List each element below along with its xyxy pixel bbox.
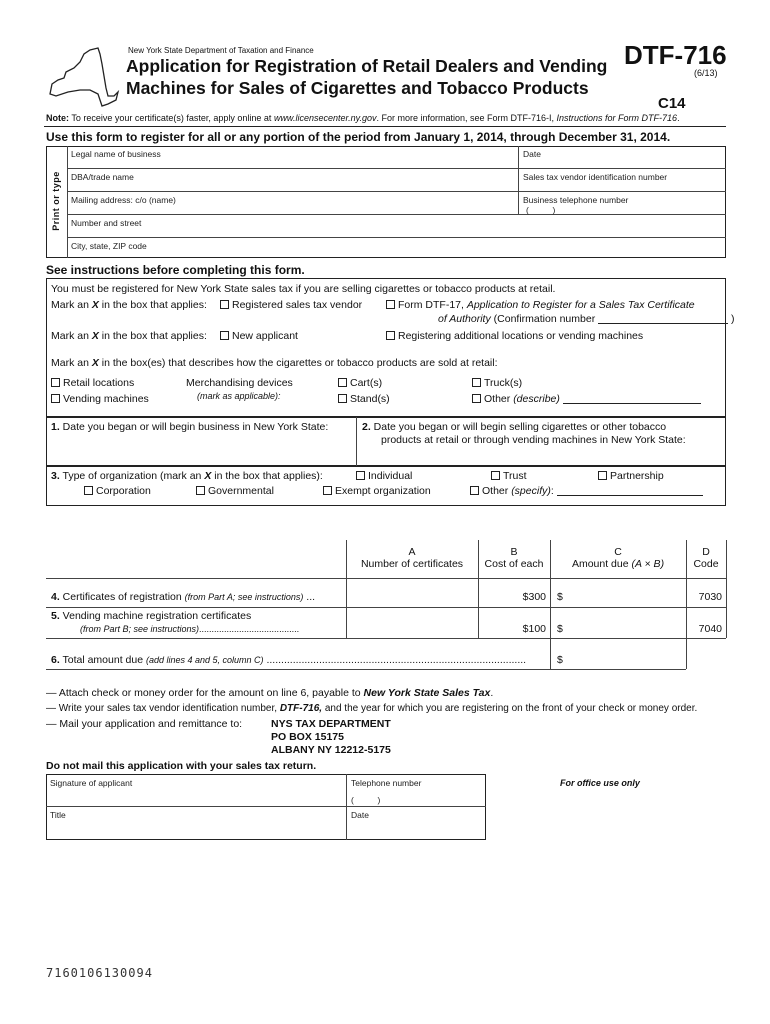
form-id: DTF-716 — [624, 40, 727, 70]
governmental-checkbox[interactable] — [196, 486, 205, 495]
q3-text: 3. Type of organization (mark an X in the box that applies): — [51, 470, 323, 482]
instructions-heading: See instructions before completing this form. — [46, 263, 305, 277]
legal-name-field[interactable]: Legal name of business — [71, 149, 161, 159]
confirmation-row: of Authority (Confirmation number ) — [438, 313, 735, 325]
address-line3: ALBANY NY 12212-5175 — [271, 744, 391, 756]
note-line: Note: To receive your certificate(s) faster, apply online at www.licensecenter.ny.gov. For more information, see Form DTF-716-I, Instructions for Form DTF-716. — [46, 113, 680, 123]
row5-count-input[interactable] — [347, 608, 477, 637]
must-register-text: You must be registered for New York State sales tax if you are selling cigarettes or tobacco products at retail. — [51, 283, 556, 295]
do-not-mail-text: Do not mail this application with your sales tax return. — [46, 760, 317, 772]
individual-option[interactable]: Individual — [356, 470, 412, 482]
trust-checkbox[interactable] — [491, 471, 500, 480]
vending-machines-option[interactable]: Vending machines — [51, 393, 149, 405]
additional-locations-option[interactable]: Registering additional locations or vending machines — [386, 330, 643, 342]
other-org-specify-line[interactable] — [557, 485, 703, 496]
telephone-field[interactable]: Telephone number — [351, 778, 422, 788]
additional-locations-checkbox[interactable] — [386, 331, 395, 340]
form-title-line2: Machines for Sales of Cigarettes and Tobacco Products — [126, 78, 589, 98]
registered-vendor-option[interactable]: Registered sales tax vendor — [220, 299, 362, 311]
print-or-type-label: Print or type — [51, 171, 61, 231]
vendor-status-row: Mark an X in the box that applies: — [51, 299, 207, 311]
row4-label: 4. Certificates of registration (from Part A; see instructions) ... — [51, 591, 316, 603]
mail-to-text: — Mail your application and remittance to: — [46, 718, 243, 730]
mark-applicable-label: (mark as applicable): — [197, 391, 281, 401]
signature-date-field[interactable]: Date — [351, 810, 369, 820]
exempt-option[interactable]: Exempt organization — [323, 485, 431, 497]
stands-option[interactable]: Stand(s) — [338, 393, 390, 405]
carts-checkbox[interactable] — [338, 378, 347, 387]
col-a-header: A Number of certificates — [360, 546, 464, 570]
write-id-text: — Write your sales tax vendor identification number, DTF-716, and the year for which you are registering on the front of your check or money order. — [46, 703, 698, 714]
date-field[interactable]: Date — [523, 149, 541, 159]
q2-text-line2: products at retail or through vending machines in New York State: — [381, 434, 686, 446]
row4-cost: $300 — [522, 591, 546, 603]
vendor-id-field[interactable]: Sales tax vendor identification number — [523, 172, 668, 182]
street-field[interactable]: Number and street — [71, 218, 142, 228]
dba-field[interactable]: DBA/trade name — [71, 172, 134, 182]
new-applicant-option[interactable]: New applicant — [220, 330, 298, 342]
other-describe-checkbox[interactable] — [472, 394, 481, 403]
stands-checkbox[interactable] — [338, 394, 347, 403]
other-describe-line[interactable] — [563, 393, 701, 404]
partnership-option[interactable]: Partnership — [598, 470, 664, 482]
business-phone-field[interactable]: Business telephone number — [523, 195, 629, 205]
row5-label: 5. Vending machine registration certificates — [51, 610, 252, 622]
form-revision: (6/13) — [694, 68, 718, 78]
corporation-option[interactable]: Corporation — [84, 485, 151, 497]
mailing-address-field[interactable]: Mailing address: c/o (name) — [71, 195, 176, 205]
other-org-option[interactable]: Other (specify): — [470, 485, 703, 497]
corporation-checkbox[interactable] — [84, 486, 93, 495]
department-name: New York State Department of Taxation and Finance — [128, 46, 314, 55]
ny-state-map-logo — [44, 44, 120, 110]
governmental-option[interactable]: Governmental — [196, 485, 274, 497]
applicant-type-row: Mark an X in the box that applies: — [51, 330, 207, 342]
other-org-checkbox[interactable] — [470, 486, 479, 495]
carts-option[interactable]: Cart(s) — [338, 377, 382, 389]
new-applicant-checkbox[interactable] — [220, 331, 229, 340]
q1-text[interactable]: 1. Date you began or will begin business in New York State: — [51, 421, 329, 433]
form-code: C14 — [658, 95, 686, 112]
row4-count-input[interactable] — [347, 579, 477, 606]
col-d-header: D Code — [693, 546, 719, 570]
barcode-number: 7160106130094 — [46, 966, 153, 980]
row4-amount[interactable]: $ — [557, 591, 563, 603]
address-line2: PO BOX 15175 — [271, 731, 344, 743]
merch-devices-label: Merchandising devices — [186, 377, 293, 389]
title-field[interactable]: Title — [50, 810, 66, 820]
business-phone-paren: ( ) — [526, 205, 556, 215]
row5-code: 7040 — [698, 623, 722, 635]
trust-option[interactable]: Trust — [491, 470, 527, 482]
col-c-header: C Amount due (A × B) — [571, 546, 665, 570]
office-use-label: For office use only — [560, 778, 640, 788]
address-line1: NYS TAX DEPARTMENT — [271, 718, 391, 730]
exempt-checkbox[interactable] — [323, 486, 332, 495]
q2-text[interactable]: 2. Date you began or will begin selling cigarettes or other tobacco — [362, 421, 667, 433]
confirmation-number-line[interactable] — [598, 313, 728, 324]
city-field[interactable]: City, state, ZIP code — [71, 241, 147, 251]
form-dtf17-option[interactable]: Form DTF-17, Application to Register for a Sales Tax Certificate — [386, 299, 695, 311]
row5-cost: $100 — [522, 623, 546, 635]
other-describe-option[interactable]: Other (describe) — [472, 393, 701, 405]
retail-locations-checkbox[interactable] — [51, 378, 60, 387]
registered-vendor-checkbox[interactable] — [220, 300, 229, 309]
retail-locations-option[interactable]: Retail locations — [51, 377, 134, 389]
form-title-line1: Application for Registration of Retail Dealers and Vending — [126, 56, 608, 76]
individual-checkbox[interactable] — [356, 471, 365, 480]
row5-amount[interactable]: $ — [557, 623, 563, 635]
row6-total-amount[interactable]: $ — [557, 654, 563, 666]
partnership-checkbox[interactable] — [598, 471, 607, 480]
sale-method-row: Mark an X in the box(es) that describes how the cigarettes or tobacco products are sold at retail: — [51, 357, 498, 369]
col-b-header: B Cost of each — [484, 546, 544, 570]
signature-field[interactable]: Signature of applicant — [50, 778, 133, 788]
vending-machines-checkbox[interactable] — [51, 394, 60, 403]
telephone-paren: ( ) — [351, 795, 381, 805]
form-dtf17-checkbox[interactable] — [386, 300, 395, 309]
row6-label: 6. Total amount due (add lines 4 and 5, column C) ......................................................................................... — [51, 654, 527, 666]
period-heading: Use this form to register for all or any portion of the period from January 1, 2014, through December 31, 2014. — [46, 130, 671, 144]
row5-sub: (from Part B; see instructions)........................................ — [80, 624, 300, 634]
trucks-option[interactable]: Truck(s) — [472, 377, 522, 389]
attach-check-text: — Attach check or money order for the amount on line 6, payable to New York State Sales Tax. — [46, 687, 494, 699]
trucks-checkbox[interactable] — [472, 378, 481, 387]
row4-code: 7030 — [698, 591, 722, 603]
